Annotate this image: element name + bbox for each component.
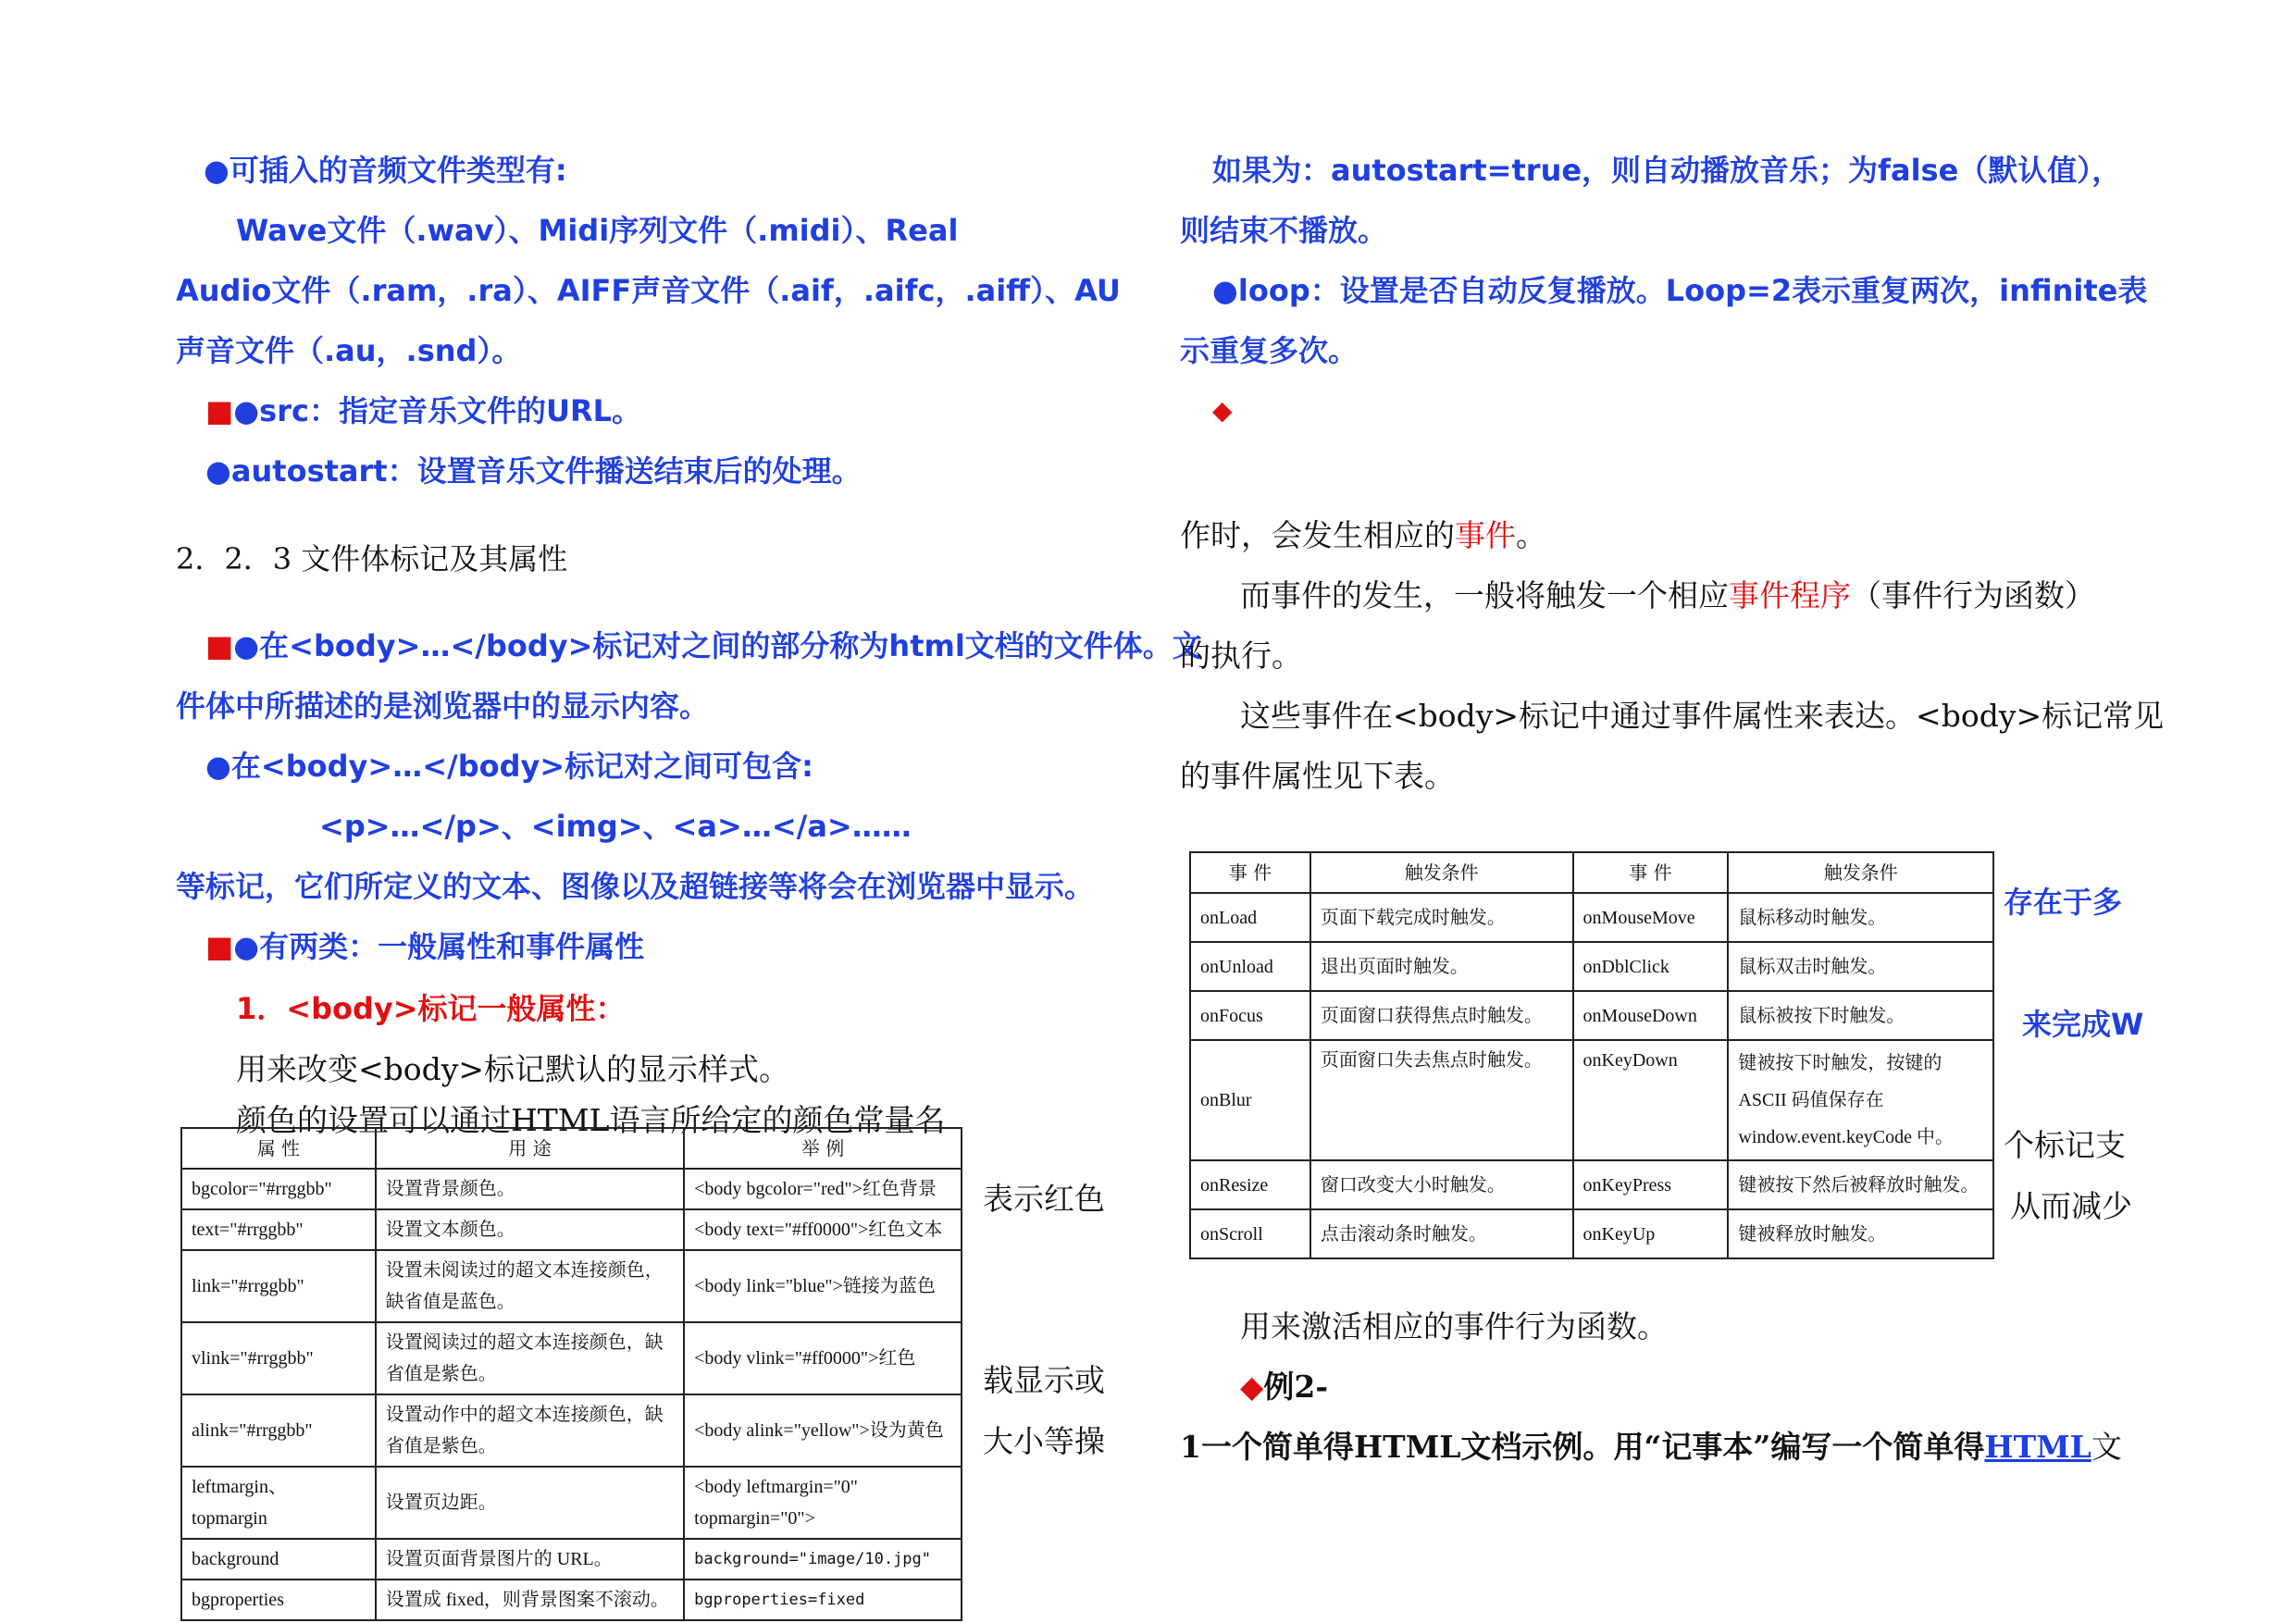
table-row <box>181 1322 962 1394</box>
table-cell: link="#rrggbb" <box>181 1250 376 1322</box>
loop-attr-line-2: 示重复多次。 <box>1180 333 1359 368</box>
body-para-3: <p>…</p>、<img>、<a>…</a>…… <box>319 809 912 844</box>
autostart-desc-2: 则结束不播放。 <box>1180 213 1388 248</box>
table-cell: onDblClick <box>1573 942 1729 991</box>
body-para-7-clipped: 颜色的设置可以通过HTML语言所给定的颜色常量名 <box>236 1102 946 1138</box>
events-para-2 <box>1240 574 2095 618</box>
diamond-bullet-icon: ◆ <box>1240 1369 1264 1405</box>
table-cell: background <box>181 1539 376 1580</box>
highlight-text: 事件程序 <box>1729 577 1851 613</box>
table-cell: onFocus <box>1190 991 1310 1040</box>
audio-types-heading <box>204 148 567 192</box>
text: 而事件的发生，一般将触发一个相应 <box>1240 577 1729 613</box>
body-attributes-table <box>180 1127 962 1621</box>
table-cell: 设置页边距。 <box>376 1467 684 1539</box>
table-cell: <body leftmargin="0" topmargin="0"> <box>684 1467 962 1539</box>
audio-types-line-2: Audio文件（.ram，.ra）、AIFF声音文件（.aif，.aifc，.aiff）、AU <box>176 273 1121 308</box>
text: （事件行为函数） <box>1851 577 2095 613</box>
events-para-3: 的执行。 <box>1180 638 1302 674</box>
events-para-5: 的事件属性见下表。 <box>1180 758 1455 794</box>
table-header-cell: 举 例 <box>684 1128 962 1169</box>
text: src：指定音乐文件的URL。 <box>259 393 641 428</box>
bullet-circle-icon: ● <box>233 393 260 428</box>
body-para-6: 用来改变<body>标记默认的显示样式。 <box>236 1051 790 1087</box>
events-para-4: 这些事件在<body>标记中通过事件属性来表达。<body>标记常见 <box>1240 698 2165 734</box>
table-cell: 设置阅读过的超文本连接颜色，缺省值是紫色。 <box>376 1322 684 1394</box>
table-cell: <body alink="yellow">设为黄色 <box>684 1394 962 1467</box>
table-row <box>1190 1040 1993 1160</box>
table-cell: 设置页面背景图片的 URL。 <box>376 1539 684 1580</box>
src-attr-line <box>205 389 641 433</box>
table-cell: onKeyDown <box>1573 1040 1729 1160</box>
table-cell: <body bgcolor="red">红色背景 <box>684 1169 962 1209</box>
table-row <box>181 1250 962 1322</box>
overlap-fragment-r2: 来完成W <box>2022 1007 2144 1042</box>
bullet-square-icon: ■ <box>205 393 234 428</box>
table-cell: alink="#rrggbb" <box>181 1394 376 1467</box>
text: 在<body>…</body>标记对之间可包含: <box>230 749 813 784</box>
table-cell: <body vlink="#ff0000">红色 <box>684 1322 962 1394</box>
table-cell: 鼠标被按下时触发。 <box>1728 991 1993 1040</box>
bullet-square-icon: ■ <box>205 929 234 964</box>
events-para-6: 用来激活相应的事件行为函数。 <box>1240 1308 1668 1344</box>
bullet-circle-icon: ● <box>1212 273 1238 308</box>
table-cell: bgproperties <box>181 1580 376 1620</box>
text: 文 <box>2091 1429 2122 1465</box>
audio-types-line-1: Wave文件（.wav）、Midi序列文件（.midi）、Real <box>236 213 959 248</box>
table-header-cell: 触发条件 <box>1310 852 1573 893</box>
table-cell: leftmargin、 topmargin <box>181 1467 376 1539</box>
bullet-circle-icon: ● <box>205 453 231 489</box>
table-cell: text="#rrggbb" <box>181 1209 376 1250</box>
text: 1一个简单得HTML文档示例。用“记事本”编写一个简单得 <box>1180 1429 1985 1465</box>
table-cell: 页面下载完成时触发。 <box>1310 893 1573 942</box>
overlap-fragment-r1: 存在于多 <box>2004 885 2123 920</box>
table-cell: onLoad <box>1190 893 1310 942</box>
table-row <box>181 1467 962 1539</box>
table-cell: 设置未阅读过的超文本连接颜色，缺省值是蓝色。 <box>376 1250 684 1322</box>
table-cell: 鼠标双击时触发。 <box>1728 942 1993 991</box>
autostart-attr-line <box>205 449 862 493</box>
text: loop：设置是否自动反复播放。Loop=2表示重复两次，infinite表 <box>1237 273 2148 308</box>
table-cell: 键被按下然后被释放时触发。 <box>1728 1160 1993 1209</box>
table-cell: onUnload <box>1190 942 1310 991</box>
body-para-4: 等标记，它们所定义的文本、图像以及超链接等将会在浏览器中显示。 <box>176 869 1095 904</box>
text: 在<body>…</body>标记对之间的部分称为html文档的文件体。文 <box>259 628 1202 663</box>
overlap-fragment-3: 大小等操 <box>983 1423 1105 1459</box>
table-header-row <box>181 1128 962 1169</box>
table-cell: 退出页面时触发。 <box>1310 942 1573 991</box>
text: 可插入的音频文件类型有: <box>229 153 567 188</box>
bullet-circle-icon: ● <box>233 628 260 663</box>
table-cell: bgcolor="#rrggbb" <box>181 1169 376 1209</box>
table-cell: 鼠标移动时触发。 <box>1728 893 1993 942</box>
autostart-desc-1: 如果为：autostart=true，则自动播放音乐；为false（默认值）， <box>1212 153 2122 188</box>
table-cell: <body link="blue">链接为蓝色 <box>684 1250 962 1322</box>
body-para-5 <box>205 924 644 969</box>
table-header-cell: 事 件 <box>1190 852 1310 893</box>
text: autostart：设置音乐文件播送结束后的处理。 <box>230 453 862 489</box>
table-header-row <box>1190 852 1993 893</box>
table-cell: onKeyPress <box>1573 1160 1729 1209</box>
overlap-fragment-2: 载显示或 <box>983 1362 1105 1398</box>
text: 。 <box>1516 517 1546 553</box>
body-events-table <box>1189 851 1994 1259</box>
table-row <box>181 1394 962 1467</box>
table-row <box>1190 1160 1993 1209</box>
table-cell: onKeyUp <box>1573 1209 1729 1258</box>
table-cell: vlink="#rrggbb" <box>181 1322 376 1394</box>
table-cell: 设置成 fixed，则背景图案不滚动。 <box>376 1580 684 1620</box>
table-cell: 设置背景颜色。 <box>376 1169 684 1209</box>
overlap-fragment-1: 表示红色 <box>983 1181 1105 1217</box>
bullet-circle-icon: ● <box>205 749 231 784</box>
example-label <box>1240 1365 1328 1409</box>
text: 作时，会发生相应的 <box>1180 517 1455 553</box>
text: 例2- <box>1263 1369 1329 1405</box>
table-cell: onScroll <box>1190 1209 1310 1258</box>
table-row <box>181 1539 962 1580</box>
example-desc <box>1180 1425 2122 1469</box>
overlap-fragment-r4: 从而减少 <box>2010 1188 2132 1224</box>
table-row <box>1190 1209 1993 1258</box>
table-cell: onResize <box>1190 1160 1310 1209</box>
table-header-cell: 用 途 <box>376 1128 684 1169</box>
table-row <box>1190 991 1993 1040</box>
table-row <box>181 1580 962 1620</box>
table-row <box>1190 893 1993 942</box>
table-cell: background="image/10.jpg" <box>684 1539 962 1580</box>
bullet-square-icon: ■ <box>205 628 234 663</box>
table-header-cell: 属 性 <box>181 1128 376 1169</box>
table-cell: 窗口改变大小时触发。 <box>1310 1160 1573 1209</box>
table-cell: onMouseDown <box>1573 991 1729 1040</box>
clipped-line-wrapper <box>236 1102 976 1138</box>
bullet-circle-icon: ● <box>204 153 230 188</box>
table-cell: 页面窗口失去焦点时触发。 <box>1310 1040 1573 1160</box>
table-header-cell: 事 件 <box>1573 852 1729 893</box>
text: 有两类：一般属性和事件属性 <box>259 929 645 964</box>
table-cell: 键被按下时触发，按键的ASCII 码值保存在window.event.keyCode 中。 <box>1728 1040 1993 1160</box>
body-para-2 <box>205 744 813 788</box>
table-cell: onBlur <box>1190 1040 1310 1160</box>
body-general-attr-heading: 1．<body>标记一般属性： <box>236 991 626 1026</box>
section-heading: 2．2．3 文件体标记及其属性 <box>176 541 568 576</box>
table-cell: 页面窗口获得焦点时触发。 <box>1310 991 1573 1040</box>
body-para-1b: 件体中所描述的是浏览器中的显示内容。 <box>176 688 710 724</box>
table-cell: 点击滚动条时触发。 <box>1310 1209 1573 1258</box>
bullet-circle-icon: ● <box>233 929 260 964</box>
html-link[interactable]: HTML <box>1984 1429 2091 1465</box>
table-cell: 设置文本颜色。 <box>376 1209 684 1250</box>
table-cell: 设置动作中的超文本连接颜色，缺省值是紫色。 <box>376 1394 684 1467</box>
table-row <box>181 1209 962 1250</box>
table-cell: onMouseMove <box>1573 893 1729 942</box>
loop-attr-line <box>1212 268 2147 313</box>
diamond-bullet-icon: ◆ <box>1212 395 1233 426</box>
highlight-text: 事件 <box>1455 517 1516 553</box>
audio-types-line-3: 声音文件（.au，.snd）。 <box>176 333 522 368</box>
body-para-1a <box>205 624 1202 668</box>
table-row <box>1190 942 1993 991</box>
table-cell: 键被释放时触发。 <box>1728 1209 1993 1258</box>
table-cell: <body text="#ff0000">红色文本 <box>684 1209 962 1250</box>
table-row <box>181 1169 962 1209</box>
events-para-1 <box>1180 514 1546 558</box>
table-header-cell: 触发条件 <box>1728 852 1993 893</box>
table-cell: bgproperties=fixed <box>684 1580 962 1620</box>
overlap-fragment-r3: 个标记支 <box>2004 1127 2126 1163</box>
